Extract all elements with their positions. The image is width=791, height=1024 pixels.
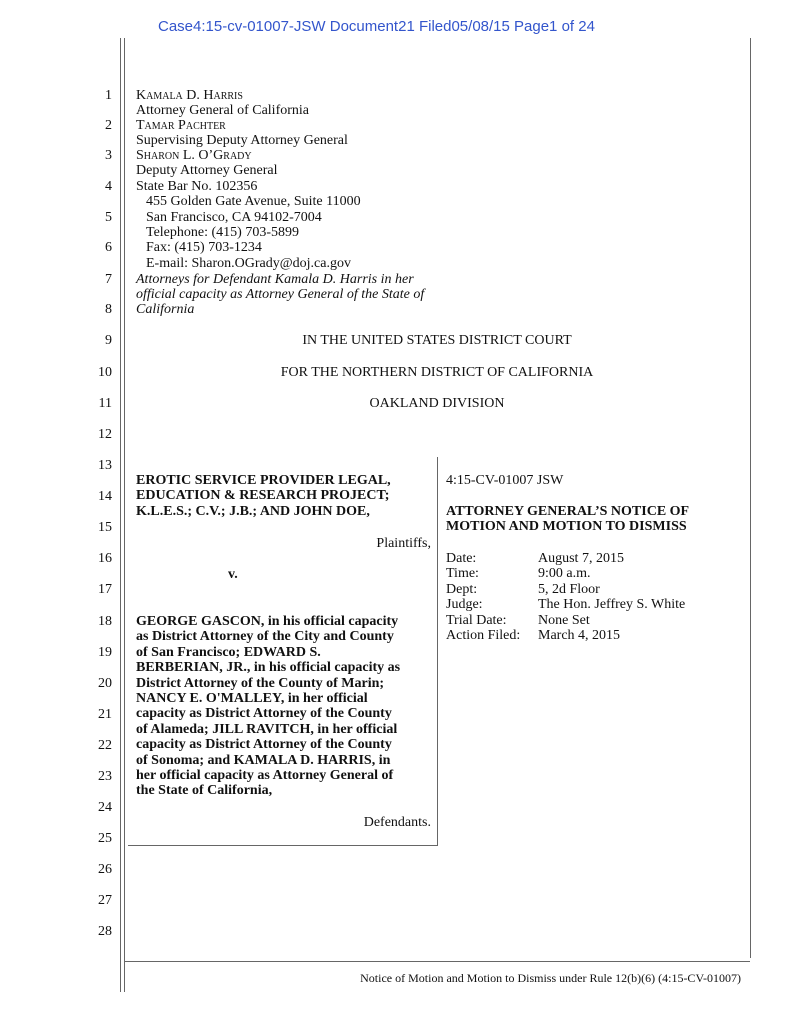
attorneys-for-line-2: official capacity as Attorney General of the State of xyxy=(136,287,425,302)
line-number: 5 xyxy=(105,210,112,225)
line-number: 14 xyxy=(98,489,112,504)
line-number: 15 xyxy=(98,520,112,535)
telephone: Telephone: (415) 703-5899 xyxy=(146,225,299,240)
line-number: 18 xyxy=(98,614,112,629)
plaintiff-line-2: EDUCATION & RESEARCH PROJECT; xyxy=(136,488,390,503)
plaintiff-line-3: K.L.E.S.; C.V.; J.B.; AND JOHN DOE, xyxy=(136,504,370,519)
footer-rule xyxy=(124,961,750,962)
defendant-line: of Alameda; JILL RAVITCH, in her official xyxy=(136,721,398,737)
defendant-line: GEORGE GASCON, in his official capacity xyxy=(136,614,399,629)
line-number: 3 xyxy=(105,148,112,163)
line-number: 13 xyxy=(98,458,112,473)
caption-bottom-rule xyxy=(128,845,438,846)
court-title-line-1: IN THE UNITED STATES DISTRICT COURT xyxy=(302,333,572,348)
plaintiff-line-1: EROTIC SERVICE PROVIDER LEGAL, xyxy=(136,473,391,488)
court-title-line-2: FOR THE NORTHERN DISTRICT OF CALIFORNIA xyxy=(280,365,594,380)
defendant-line: capacity as District Attorney of the County xyxy=(136,706,392,722)
line-number: 24 xyxy=(98,800,112,815)
defendant-line: District Attorney of the County of Marin; xyxy=(136,675,385,691)
line-number: 6 xyxy=(105,240,112,255)
line-number: 21 xyxy=(98,707,112,722)
line-number: 2 xyxy=(105,118,112,133)
hearing-label: Judge: xyxy=(446,597,483,613)
right-margin-rule xyxy=(750,38,751,958)
left-margin-rule-outer xyxy=(120,38,121,992)
hearing-label: Trial Date: xyxy=(446,612,507,628)
counsel-name-1: Kamala D. Harris xyxy=(136,88,243,103)
hearing-label: Dept: xyxy=(446,581,478,597)
line-number: 26 xyxy=(98,862,112,877)
attorneys-for-line-1: Attorneys for Defendant Kamala D. Harris in her xyxy=(136,272,414,287)
line-number: 12 xyxy=(98,427,112,442)
defendants-label: Defendants. xyxy=(363,815,431,830)
line-number: 28 xyxy=(98,924,112,939)
line-number: 10 xyxy=(98,365,112,380)
line-number: 27 xyxy=(98,893,112,908)
address-line-2: San Francisco, CA 94102-7004 xyxy=(146,210,322,225)
motion-title-line-1: ATTORNEY GENERAL’S NOTICE OF xyxy=(446,504,690,519)
line-number: 17 xyxy=(98,582,112,597)
address-line-1: 455 Golden Gate Avenue, Suite 11000 xyxy=(146,194,361,209)
ecf-header-stamp: Case4:15-cv-01007-JSW Document21 Filed05/08/15 Page1 of 24 xyxy=(158,18,595,35)
hearing-value: March 4, 2015 xyxy=(538,628,621,643)
hearing-value: The Hon. Jeffrey S. White xyxy=(538,597,686,613)
defendant-line: as District Attorney of the City and County xyxy=(136,629,394,645)
plaintiffs-label: Plaintiffs, xyxy=(376,536,431,551)
counsel-title-2: Supervising Deputy Attorney General xyxy=(136,133,348,148)
line-number: 22 xyxy=(98,738,112,753)
line-number: 20 xyxy=(98,676,112,691)
attorneys-for-line-3: California xyxy=(136,302,195,317)
hearing-value: 5, 2d Floor xyxy=(538,581,600,597)
defendant-line: capacity as District Attorney of the County xyxy=(136,737,392,753)
hearing-value: None Set xyxy=(538,612,590,628)
line-number: 16 xyxy=(98,551,112,566)
state-bar-number: State Bar No. 102356 xyxy=(136,179,258,194)
hearing-value: 9:00 a.m. xyxy=(538,566,591,582)
hearing-label: Time: xyxy=(446,566,479,582)
hearing-label: Action Filed: xyxy=(446,628,521,643)
defendant-line: her official capacity as Attorney General of xyxy=(136,768,394,783)
line-number: 19 xyxy=(98,645,112,660)
email: E-mail: Sharon.OGrady@doj.ca.gov xyxy=(146,256,351,271)
defendant-line: BERBERIAN, JR., in his official capacity as xyxy=(136,660,401,676)
line-number: 4 xyxy=(105,179,112,194)
defendant-line: NANCY E. O'MALLEY, in her official xyxy=(136,691,368,706)
line-number: 1 xyxy=(105,88,112,103)
page-footer: Notice of Motion and Motion to Dismiss under Rule 12(b)(6) (4:15-CV-01007) xyxy=(360,971,741,985)
court-title-line-3: OAKLAND DIVISION xyxy=(369,396,505,411)
left-margin-rule-inner xyxy=(124,38,125,992)
motion-title-line-2: MOTION AND MOTION TO DISMISS xyxy=(446,519,687,534)
fax: Fax: (415) 703-1234 xyxy=(146,240,262,255)
counsel-name-2: Tamar Pachter xyxy=(136,118,226,133)
caption-divider xyxy=(437,457,438,845)
line-number: 23 xyxy=(98,769,112,784)
case-number: 4:15-CV-01007 JSW xyxy=(446,473,564,488)
hearing-value: August 7, 2015 xyxy=(538,551,624,566)
counsel-title-1: Attorney General of California xyxy=(136,103,309,118)
versus: v. xyxy=(228,567,238,582)
line-number: 25 xyxy=(98,831,112,846)
line-number: 9 xyxy=(105,333,112,348)
counsel-title-3: Deputy Attorney General xyxy=(136,163,278,178)
line-number: 7 xyxy=(105,272,112,287)
hearing-label: Date: xyxy=(446,551,477,566)
defendant-line: of San Francisco; EDWARD S. xyxy=(136,644,321,660)
defendant-line: the State of California, xyxy=(136,783,273,799)
defendant-line: of Sonoma; and KAMALA D. HARRIS, in xyxy=(136,752,391,768)
line-number: 8 xyxy=(105,302,112,317)
counsel-name-3: Sharon L. O’Grady xyxy=(136,148,252,163)
line-number: 11 xyxy=(98,396,112,411)
